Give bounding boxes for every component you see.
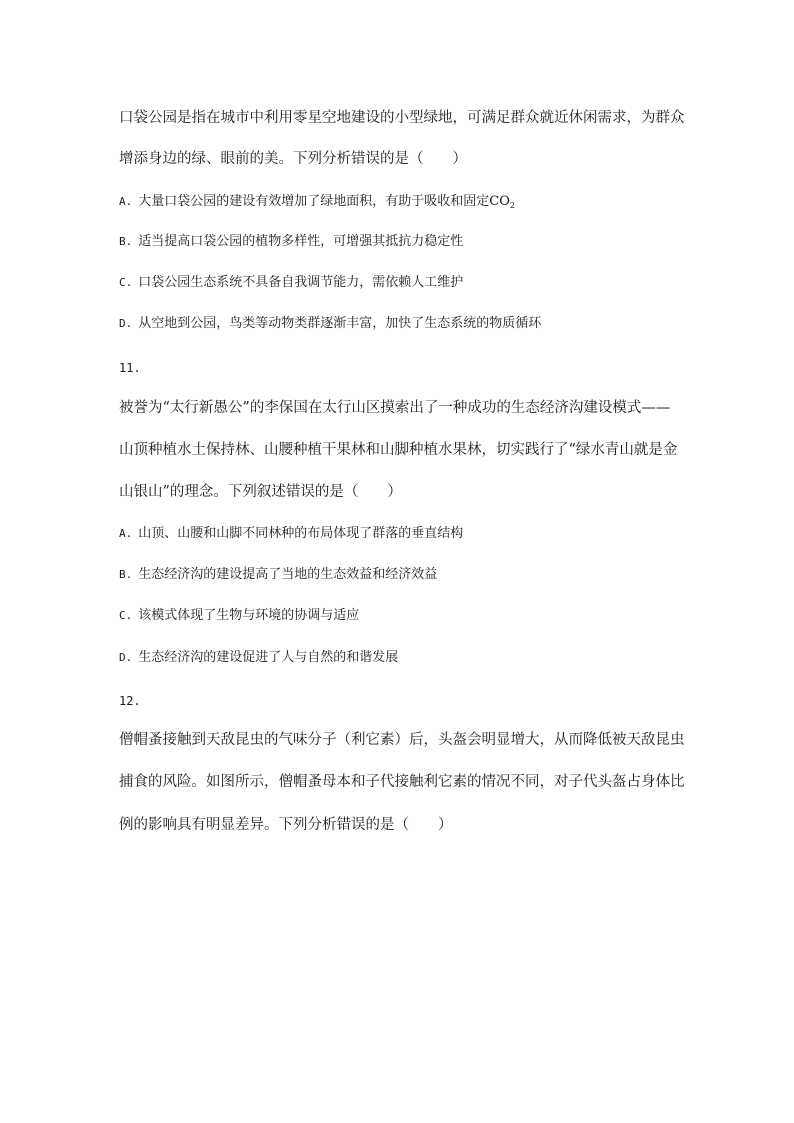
option-text: 该模式体现了生物与环境的协调与适应 (138, 608, 360, 623)
option-letter: A. (119, 527, 133, 540)
option-text: 生态经济沟的建设提高了当地的生态效益和经济效益 (138, 567, 438, 582)
option-letter: A. (119, 195, 133, 208)
option-text: 口袋公园生态系统不具备自我调节能力，需依赖人工维护 (138, 275, 464, 290)
q11-option-c (119, 606, 359, 626)
q12-stem-line-3: 例的影响具有明显差异。下列分析错误的是（ ） (119, 817, 453, 833)
q12-number: 12. (119, 694, 141, 708)
q10-option-c (119, 273, 463, 293)
q11-option-d (119, 648, 398, 668)
option-letter: D. (119, 651, 133, 664)
option-text: 适当提高口袋公园的植物多样性，可增强其抵抗力稳定性 (138, 234, 464, 249)
q11-stem-line-2: 山顶种植水土保持林、山腰种植干果林和山脚种植水果林，切实践行了“绿水青山就是金 (119, 442, 678, 458)
option-text: 山顶、山腰和山脚不同林种的布局体现了群落的垂直结构 (138, 526, 464, 541)
q12-stem-line-1: 僧帽蚤接触到天敌昆虫的气味分子（利它素）后，头盔会明显增大，从而降低被天敌昆虫 (119, 732, 685, 748)
option-letter: B. (119, 568, 133, 581)
q12-stem-line-2: 捕食的风险。如图所示，僧帽蚤母本和子代接触利它素的情况不同，对子代头盔占身体比 (119, 774, 685, 790)
option-text: 生态经济沟的建设促进了人与自然的和谐发展 (138, 650, 399, 665)
option-letter: C. (119, 276, 133, 289)
option-letter: C. (119, 609, 133, 622)
q11-option-a (119, 524, 463, 544)
q11-number: 11. (119, 361, 141, 375)
q11-stem-line-1: 被誉为“太行新愚公”的李保国在太行山区摸索出了一种成功的生态经济沟建设模式—— (119, 400, 671, 416)
option-text: 从空地到公园，鸟类等动物类群逐渐丰富，加快了生态系统的物质循环 (138, 316, 542, 331)
option-text: 大量口袋公园的建设有效增加了绿地面积，有助于吸收和固定CO (138, 194, 510, 209)
q10-option-b (119, 232, 463, 252)
q11-option-b (119, 565, 437, 585)
option-letter: D. (119, 317, 133, 330)
q10-stem-line-1: 口袋公园是指在城市中利用零星空地建设的小型绿地，可满足群众就近休闲需求，为群众 (119, 110, 685, 126)
q10-stem-line-2: 增添身边的绿、眼前的美。下列分析错误的是（ ） (119, 151, 467, 167)
option-letter: B. (119, 235, 133, 248)
subscript: 2 (509, 201, 515, 210)
q11-stem-line-3: 山银山”的理念。下列叙述错误的是（ ） (119, 484, 402, 500)
q10-option-d (119, 314, 541, 334)
q10-option-a (119, 192, 515, 216)
